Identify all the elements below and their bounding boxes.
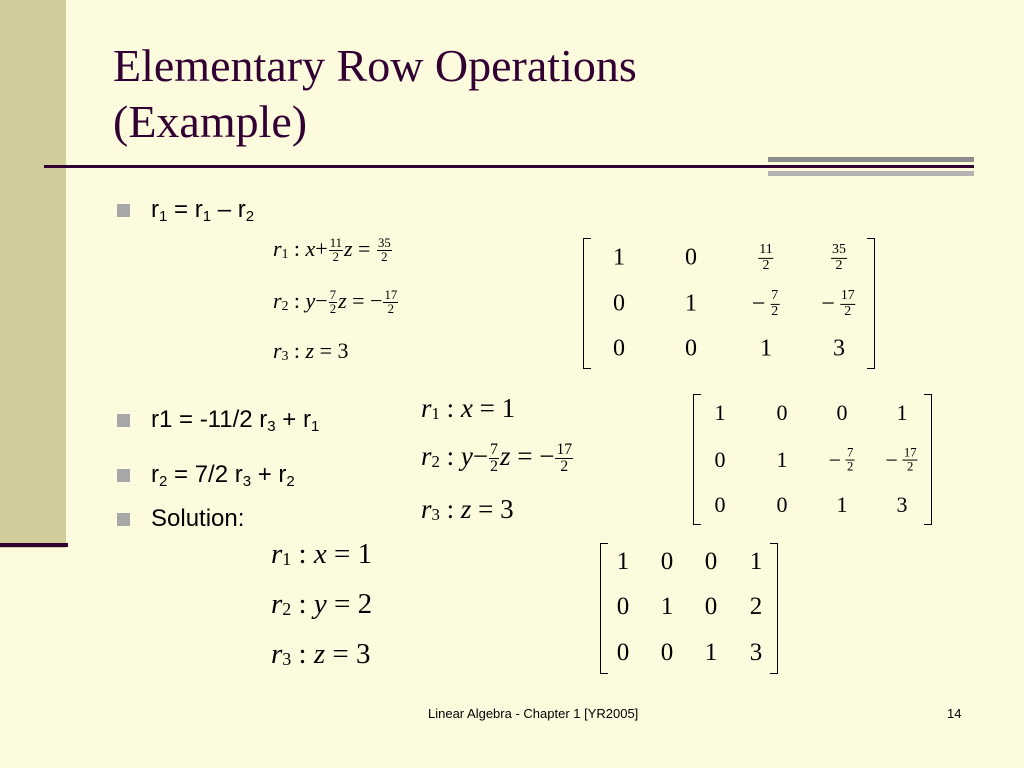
equation-r1: r1 : x = 1 [421,393,516,423]
title-rule-accent [768,157,974,179]
matrix-cell: 3 [749,639,763,666]
matrix-cell: 0 [616,593,630,620]
footer-text: Linear Algebra - Chapter 1 [YR2005] [428,706,639,721]
matrix-cell: 1 [776,447,788,472]
matrix-cell: 0 [704,548,718,575]
equation-r3: r3 : z = 3 [273,338,349,363]
matrix-cell: 3 [833,335,845,362]
matrix-cell: − $\frac{7}{2}$ [751,287,779,319]
equation-r3: r3 : z = 3 [421,494,514,524]
matrix-cell: 2 [749,593,763,620]
bullet-op-2: r1 = -11/2 $r_3 + r_1$ [151,406,319,434]
matrix-cell: − $\frac{17}{2}$ [821,287,855,319]
matrix-cell: 0 [836,400,848,425]
bullet-solution: Solution: [151,505,244,533]
equation-r2: r2 : y− $\frac{7}{2}$ z = − $\frac{17}{2}$ [273,288,398,317]
bullet-op-1: $r_1 = r_1 - r_2$ [151,196,254,224]
matrix-cell: 0 [685,335,697,362]
augmented-matrix-3 [600,543,778,674]
bullet-square-icon [117,469,130,482]
matrix-cell: 1 [685,290,697,317]
matrix-cell: 0 [616,639,630,666]
matrix-cell: 1 [749,548,763,575]
matrix-cell: 1 [836,492,848,517]
matrix-cell: 0 [613,290,625,317]
matrix-cell: 1 [613,244,625,271]
sidebar-rule [0,543,68,547]
equation-r2: r2 : y = 2 [271,588,373,620]
matrix-cell: 1 [616,548,630,575]
equation-r1: r1 : x+ $\frac{11}{2}$ z = $\frac{35}{2}$ [273,236,391,265]
title-line-1: Elementary Row Operations [113,40,637,91]
matrix-cell: 0 [685,244,697,271]
matrix-cell: 1 [704,639,718,666]
bullet-op-3: $r_2 = 7/2$ $r_3 + r_2$ [151,461,295,489]
matrix-cell: 0 [660,639,674,666]
matrix-cell: 1 [896,400,908,425]
matrix-cell: − $\frac{17}{2}$ [885,445,917,475]
matrix-cell: $\frac{11}{2}$ [759,241,773,273]
matrix-cell: 1 [760,335,772,362]
matrix-cell: 0 [660,548,674,575]
equation-r1: r1 : x = 1 [271,538,373,570]
sidebar-decoration [0,0,66,548]
title-line-2: (Example) [113,96,308,147]
matrix-cell: 0 [613,335,625,362]
augmented-matrix-2 [693,394,932,525]
matrix-cell: $\frac{35}{2}$ [832,241,846,273]
matrix-cell: 3 [896,492,908,517]
augmented-matrix-1 [583,238,875,369]
bullet-square-icon [117,513,130,526]
matrix-cell: 0 [704,593,718,620]
matrix-cell: 0 [776,492,788,517]
matrix-cell: 1 [660,593,674,620]
bullet-square-icon [117,414,130,427]
matrix-cell: 0 [776,400,788,425]
equation-r3: r3 : z = 3 [271,638,371,670]
matrix-cell: 0 [714,492,726,517]
bullet-square-icon [117,204,130,217]
matrix-cell: − $\frac{7}{2}$ [828,445,854,475]
matrix-cell: 1 [714,400,726,425]
equation-r2: r2 : y− $\frac{7}{2}$ z = − $\frac{17}{2}$ [421,440,573,476]
page-number: 14 [947,706,962,721]
matrix-cell: 0 [714,447,726,472]
slide-title [113,38,637,150]
